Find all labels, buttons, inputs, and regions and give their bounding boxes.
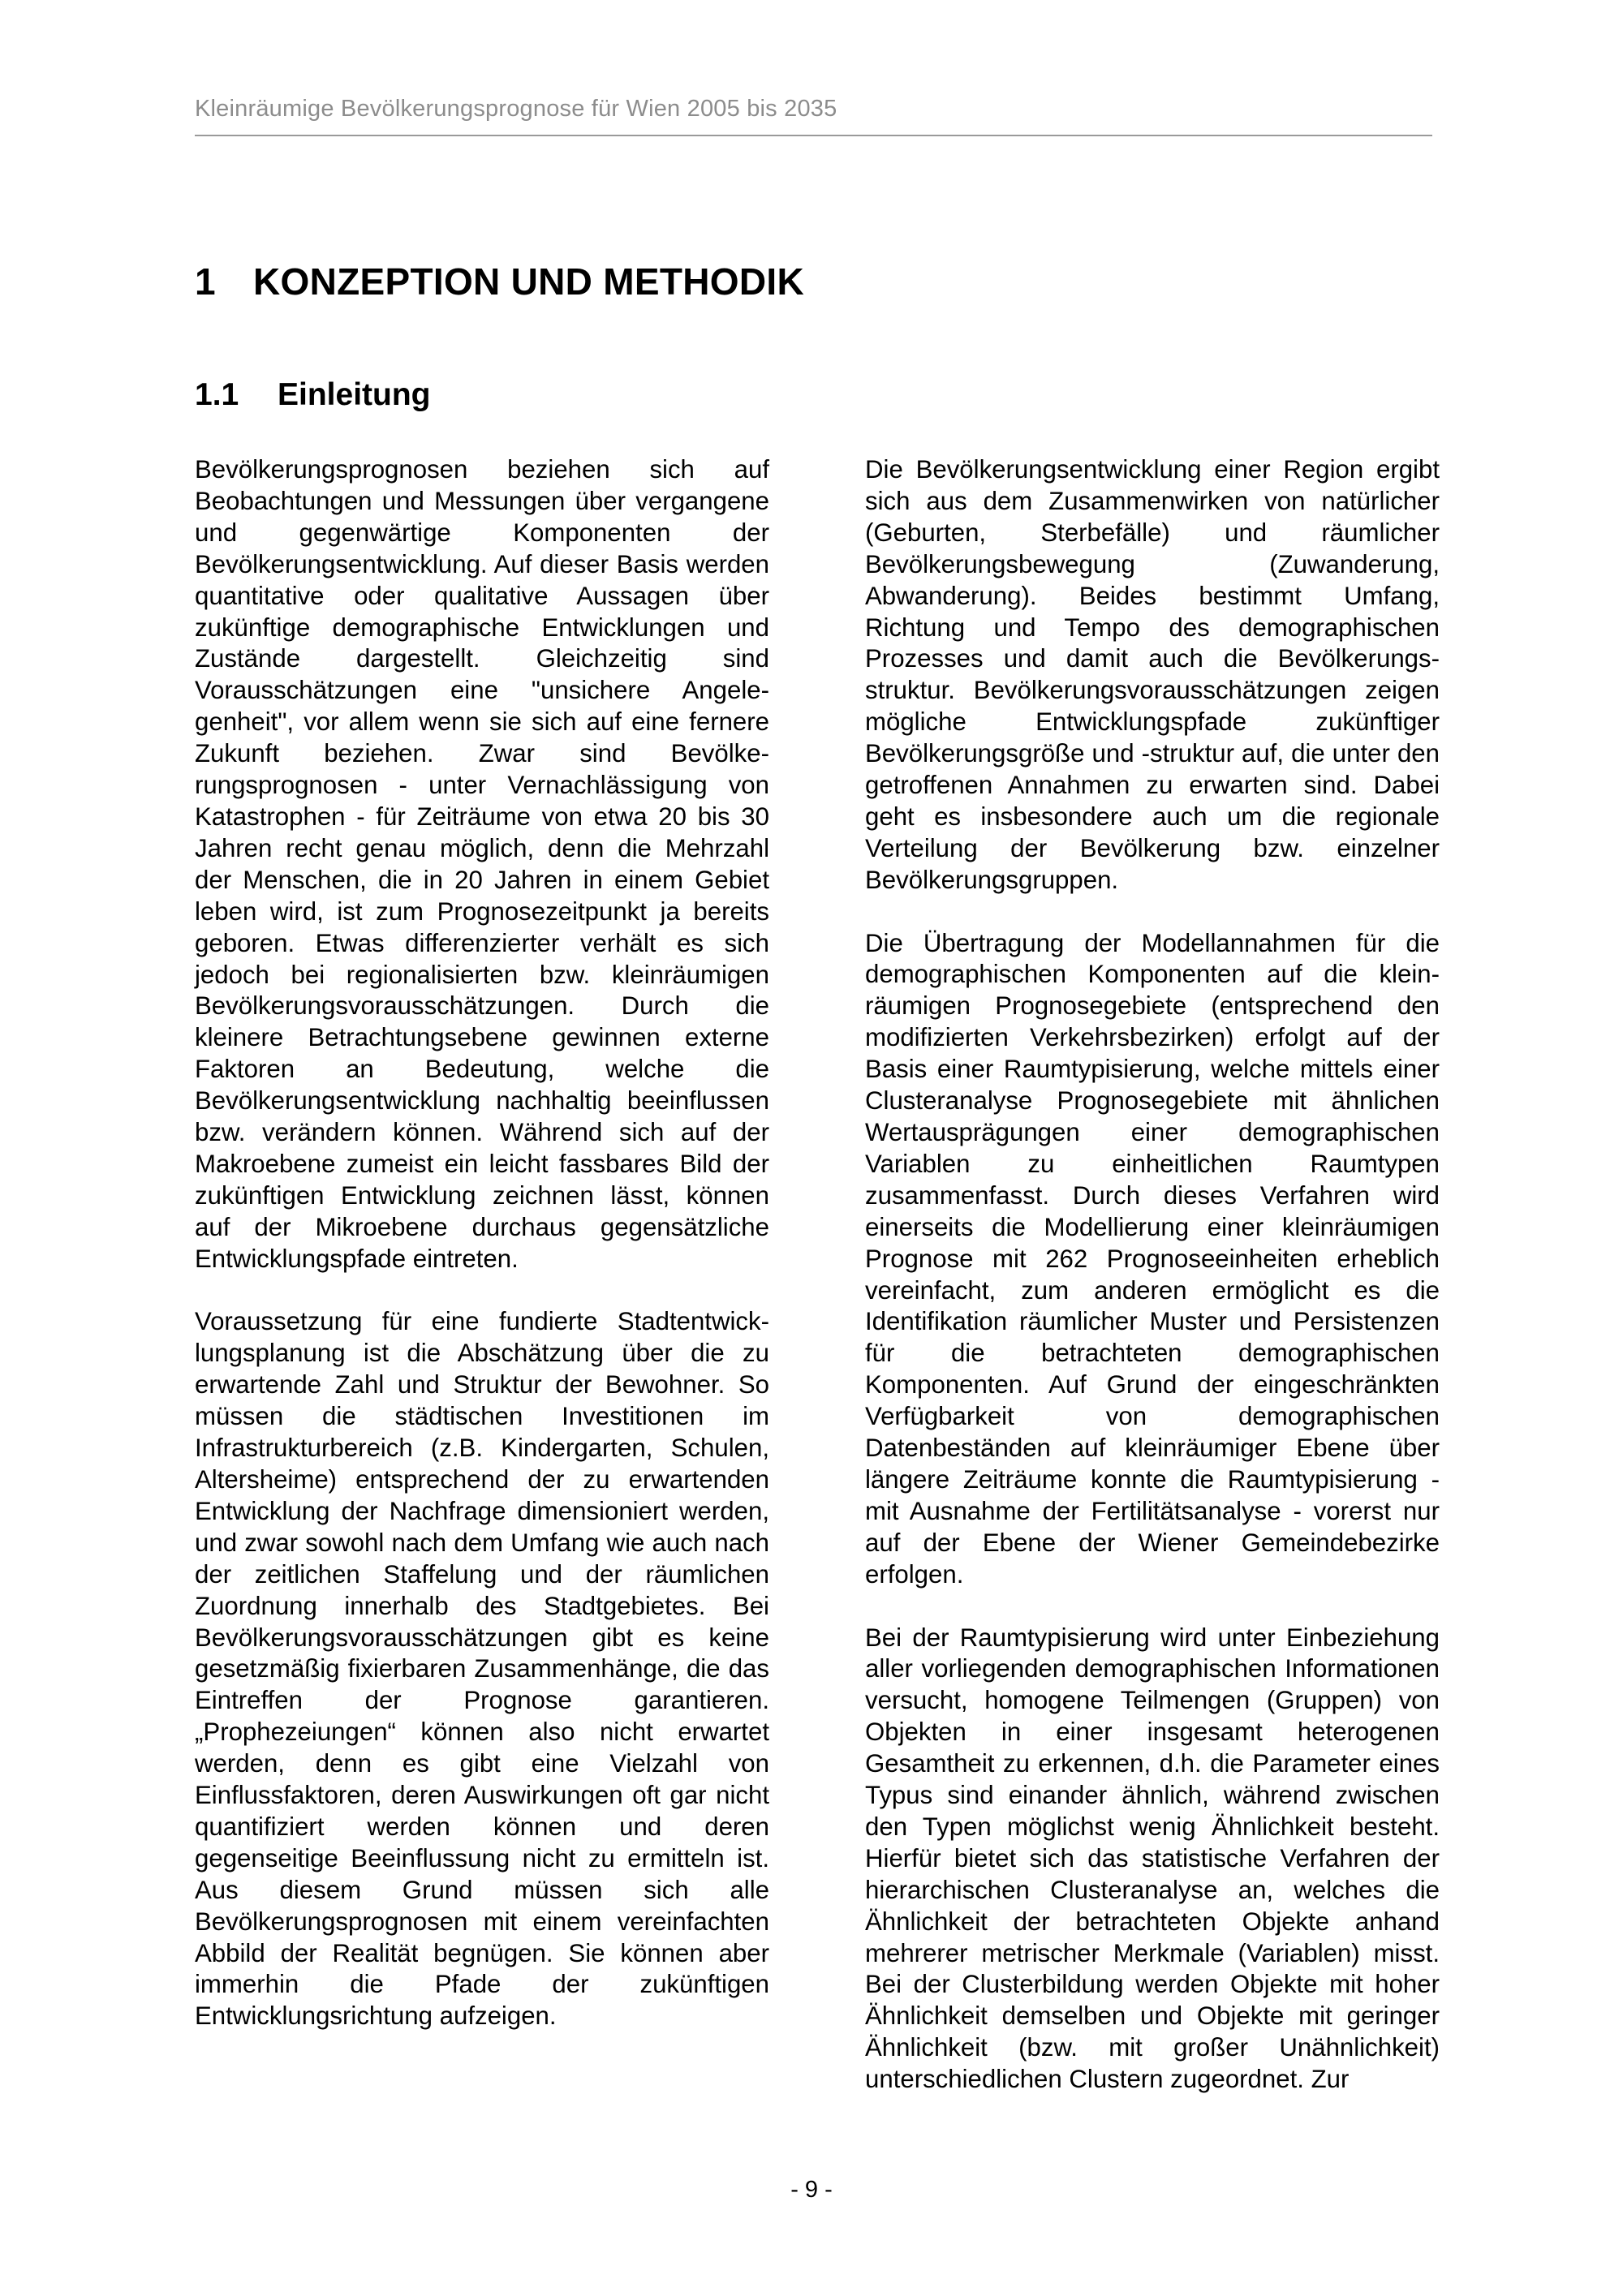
left-column — [195, 454, 769, 2064]
section-number: 1.1 — [195, 377, 239, 412]
running-header-title: Kleinräumige Bevölkerungsprognose für Wien 2005 bis 2035 — [195, 96, 837, 122]
section-title: Einleitung — [278, 377, 431, 412]
right-column — [865, 454, 1440, 2127]
paragraph: Die Übertragung der Modellannahmen für die demographischen Komponenten auf die kleinräumigen Prognosegebiete (entsprechend den modifizierten Verkehrsbezirken) erfolgt auf der Basis einer Raumtypisierung, welche mittels einer Clusteranalyse Prognosegebiete mit ähnlichen Wertausprägungen einer demographischen Variablen zu einheitlichen Raumtypen zusammenfasst. Durch dieses Verfahren wird einerseits die Modellierung einer kleinräumigen Prognose mit 262 Prognoseeinheiten erheblich vereinfacht, zum anderen ermöglicht es die Identifikation räumlicher Muster und Persistenzen für die betrachteten demographischen Komponenten. Auf Grund der eingeschränkten Verfügbarkeit von demographischen Datenbeständen auf kleinräumiger Ebene über längere Zeiträume konnte die Raumtypisierung - mit Ausnahme der Fertilitätsanalyse - vorerst nur auf der Ebene der Wiener Gemeindebezirke erfolgen. — [865, 928, 1440, 1589]
chapter-number: 1 — [195, 260, 216, 303]
paragraph: Bevölkerungsprognosen beziehen sich auf Beobachtungen und Messungen über vergangene und gegenwärtige Komponenten der Bevölkerungsentwicklung. Auf dieser Basis werden quantitative oder qualitative Aussagen über zukünftige demographische Entwicklungen und Zustände dargestellt. Gleichzeitig sind Vorausschätzungen eine "unsichere Angelegenheit", vor allem wenn sie sich auf eine fernere Zukunft beziehen. Zwar sind Bevölkerungsprognosen - unter Vernachlässigung von Katastrophen - für Zeiträume von etwa 20 bis 30 Jahren recht genau möglich, denn die Mehrzahl der Menschen, die in 20 Jahren in einem Gebiet leben wird, ist zum Prognosezeitpunkt ja bereits geboren. Etwas differenzierter verhält es sich jedoch bei regionalisierten bzw. kleinräumigen Bevölkerungsvorausschätzungen. Durch die kleinere Betrachtungsebene gewinnen externe Faktoren an Bedeutung, welche die Bevölkerungsentwicklung nachhaltig beeinflussen bzw. verändern können. Während sich auf der Makroebene zumeist ein leicht fassbares Bild der zukünftigen Entwicklung zeichnen lässt, können auf der Mikroebene durchaus gegensätzliche Entwicklungspfade eintreten. — [195, 455, 769, 1273]
chapter-title: KONZEPTION UND METHODIK — [253, 260, 804, 303]
paragraph: Bei der Raumtypisierung wird unter Einbeziehung aller vorliegenden demographischen Informationen versucht, homogene Teilmengen (Gruppen) von Objekten in einer insgesamt heterogenen Gesamtheit zu erkennen, d.h. die Parameter eines Typus sind einander ähnlich, während zwischen den Typen möglichst wenig Ähnlichkeit besteht. Hierfür bietet sich das statistische Verfahren der hierarchischen Clusteranalyse an, welches die Ähnlichkeit der betrachteten Objekte anhand mehrerer metrischer Merkmale (Variablen) misst. Bei der Clusterbildung werden Objekte mit hoher Ähnlichkeit demselben und Objekte mit geringer Ähnlichkeit (bzw. mit großer Unähnlichkeit) unterschiedlichen Clustern zugeordnet. Zur — [865, 1623, 1440, 2094]
chapter-heading — [195, 260, 804, 303]
paragraph: Die Bevölkerungsentwicklung einer Region ergibt sich aus dem Zusammenwirken von natürlicher (Geburten, Sterbefälle) und räumlicher Bevölkerungsbewegung (Zuwanderung, Abwanderung). Beides bestimmt Umfang, Richtung und Tempo des demographischen Prozesses und damit auch die Bevölkerungsstruktur. Bevölkerungsvorausschätzungen zeigen mögliche Entwicklungspfade zukünftiger Bevölkerungsgröße und -struktur auf, die unter den getroffenen Annahmen zu erwarten sind. Dabei geht es insbesondere auch um die regionale Verteilung der Bevölkerung bzw. einzelner Bevölkerungsgruppen. — [865, 455, 1440, 894]
header-divider — [195, 135, 1432, 136]
page-number: - 9 - — [790, 2177, 833, 2203]
section-heading — [195, 377, 431, 413]
paragraph: Voraussetzung für eine fundierte Stadtentwicklungsplanung ist die Abschätzung über die zu erwartende Zahl und Struktur der Bewohner. So müssen die städtischen Investitionen im Infrastrukturbereich (z.B. Kindergarten, Schulen, Altersheime) entsprechend der zu erwartenden Entwicklung der Nachfrage dimensioniert werden, und zwar sowohl nach dem Umfang wie auch nach der zeitlichen Staffelung und der räumlichen Zuordnung innerhalb des Stadtgebietes. Bei Bevölkerungsvorausschätzungen gibt es keine gesetzmäßig fixierbaren Zusammenhänge, die das Eintreffen der Prognose garantieren. „Prophezeiungen“ können also nicht erwartet werden, denn es gibt eine Vielzahl von Einflussfaktoren, deren Auswirkungen oft gar nicht quantifiziert werden können und deren gegenseitige Beeinflussung nicht zu ermitteln ist. Aus diesem Grund müssen sich alle Bevölkerungsprognosen mit einem vereinfachten Abbild der Realität begnügen. Sie können aber immerhin die Pfade der zukünftigen Entwicklungsrichtung aufzeigen. — [195, 1307, 769, 2031]
